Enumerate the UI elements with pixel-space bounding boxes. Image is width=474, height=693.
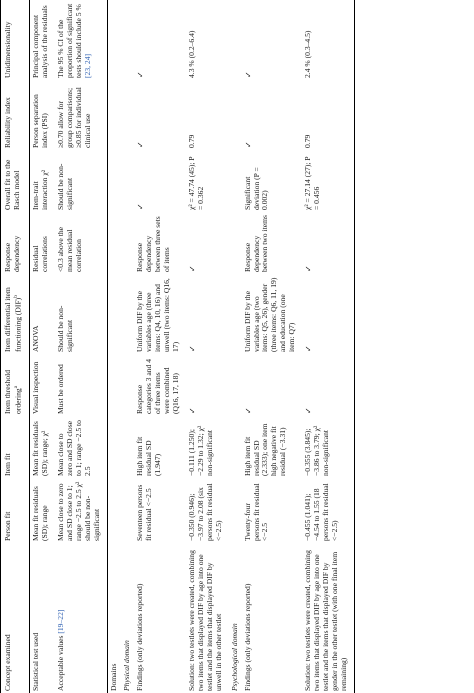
cell: 0.79 xyxy=(186,134,196,148)
cell: Principal component analysis of the residuals xyxy=(31,5,50,78)
cell: Response categories 3 and 4 of three items were combined (Q16, 17, 18) xyxy=(135,358,180,414)
header-dependency: Response dependency xyxy=(1,212,30,274)
cell: Uniform DIF by the variables age (three items: Q4, 10, 16) and unwell (two items: Q16, 17) xyxy=(135,278,180,352)
cell: Uniform DIF by the variables age (two items: Q5, 26), gender (three items: Q6, 11, 19) and education (one item: Q7) xyxy=(242,277,297,352)
cell: Residual correlations xyxy=(31,236,50,272)
cell: Significant deviation (P = 0.002) xyxy=(242,167,270,210)
header-concept: Concept examined xyxy=(1,543,30,693)
cell: The 95 % CI of the proportion of significant tests should include 5 % [23, 24] xyxy=(56,3,93,78)
header-row xyxy=(1,0,30,693)
check-icon: ✓ xyxy=(243,141,253,148)
cell: Findings (only deviations reported) xyxy=(135,583,145,691)
row-physical-label xyxy=(121,0,134,693)
check-icon: ✓ xyxy=(302,212,354,274)
cell: Mean fit residuals (SD); range xyxy=(31,486,50,541)
cell: Person separation index (PSI) xyxy=(31,94,50,148)
cell: −0.355 (3.845); −3.86 to 3.79; χ² non-significant xyxy=(302,416,354,478)
reference-link[interactable]: [19–22] xyxy=(56,609,66,634)
cell: χ² = 27.14 (27); P = 0.456 xyxy=(302,150,354,212)
check-icon: ✓ xyxy=(243,71,253,78)
cell: High item fit residual SD (1.947) xyxy=(135,436,162,476)
check-icon: ✓ xyxy=(302,354,354,416)
cell: χ² = 47.74 (45); P = 0.362 xyxy=(186,156,205,210)
cell: Must be ordered xyxy=(56,364,66,414)
header-reliability: Reliability index xyxy=(1,80,30,150)
cell: Mean fit residuals (SD); range; χ² xyxy=(31,421,50,476)
cell: Solution: two testlets were created, combining two items that displayed DIF by age into one testlet and the items that displayed DIF by unwell in the other testlet xyxy=(186,550,223,691)
cell: <0.3 above the mean residual correlation xyxy=(56,227,84,272)
cell: Item-trait interaction χ² xyxy=(31,169,50,210)
domains-label: Domains xyxy=(108,543,121,693)
cell: Should be non-significant xyxy=(56,305,75,352)
row-domains xyxy=(108,0,121,693)
row-psych-findings xyxy=(242,0,303,693)
row-test-used xyxy=(30,0,55,693)
header-item-fit: Item fit xyxy=(1,416,30,478)
physical-domain-label: Physical domain xyxy=(122,640,132,691)
cell: Findings (only deviations reported) xyxy=(242,583,252,691)
cell: 4.3 % (0.2–6.4) xyxy=(186,30,196,78)
check-icon: ✓ xyxy=(187,265,197,272)
check-icon: ✓ xyxy=(187,345,197,352)
check-icon: ✓ xyxy=(243,407,253,414)
cell: −0.350 (0.946); −3.97 to 2.08 (six persons fit residual <−2.5) xyxy=(186,483,223,541)
cell: Visual inspection xyxy=(31,361,41,414)
cell: Mean close to zero and SD close to 1; range −2.5 to 2.5 χ² should be non-significant xyxy=(56,481,102,541)
cell: Acceptable values [19–22] xyxy=(56,609,66,691)
row-acceptable-values xyxy=(55,0,107,693)
cell: Mean close to zero and SD close to 1; range −2.5 to 2.5 xyxy=(56,420,93,476)
cell: Twenty-four persons fit residual <−2.5 xyxy=(242,483,270,541)
row-psych-label xyxy=(229,0,242,693)
cell: Statistical test used xyxy=(31,632,41,691)
check-icon: ✓ xyxy=(187,407,197,414)
header-threshold: Item threshold ordering$^a$ xyxy=(1,354,30,416)
row-physical-solution xyxy=(186,0,229,693)
check-icon: ✓ xyxy=(136,203,146,210)
header-dif: Item differential item functioning (DIF)$^b$ xyxy=(1,274,30,354)
header-person-fit: Person fit xyxy=(1,478,30,543)
cell: Response dependency between three sets of items xyxy=(135,216,171,272)
header-unidim: Unidimensionality xyxy=(1,0,30,80)
check-icon: ✓ xyxy=(136,71,146,78)
psychological-domain-label: Psychological domain xyxy=(229,623,239,691)
cell: ≥0.70 allow for group comparisons; ≥0.85 for individual clinical use xyxy=(56,87,93,148)
cell: Response dependency between two items xyxy=(242,215,270,272)
row-physical-findings xyxy=(134,0,186,693)
header-overall-fit: Overall fit to the Rasch model xyxy=(1,150,30,212)
cell: 2.4 % (0.3–4.5) xyxy=(302,0,354,80)
cell: −0.455 (1.041); −4.54 to 1.55 (18 persons fit residual <−2.5) xyxy=(302,478,354,543)
cell: Should be non-significant xyxy=(56,163,75,210)
check-icon: ✓ xyxy=(136,141,146,148)
cell: 0.79 xyxy=(302,80,354,150)
cell: ANOVA xyxy=(31,325,41,352)
row-psych-solution xyxy=(302,0,354,693)
reference-link[interactable]: [23, 24] xyxy=(83,53,93,78)
cell: Seventeen persons fit residual <−2.5 xyxy=(135,484,153,541)
check-icon: ✓ xyxy=(302,274,354,354)
cell: Solution: two testlets were created, combining two items that displayed DIF by age into one testlet and the items that displayed DIF by gender in the other testlet (with one final item remaining) xyxy=(302,543,354,693)
cell: −0.111 (1.250); −2.29 to 1.32; χ² non-significant xyxy=(186,425,214,476)
cell: High item fit residual SD (2.333); one item high negative fit residual (−3.31) xyxy=(242,423,288,476)
